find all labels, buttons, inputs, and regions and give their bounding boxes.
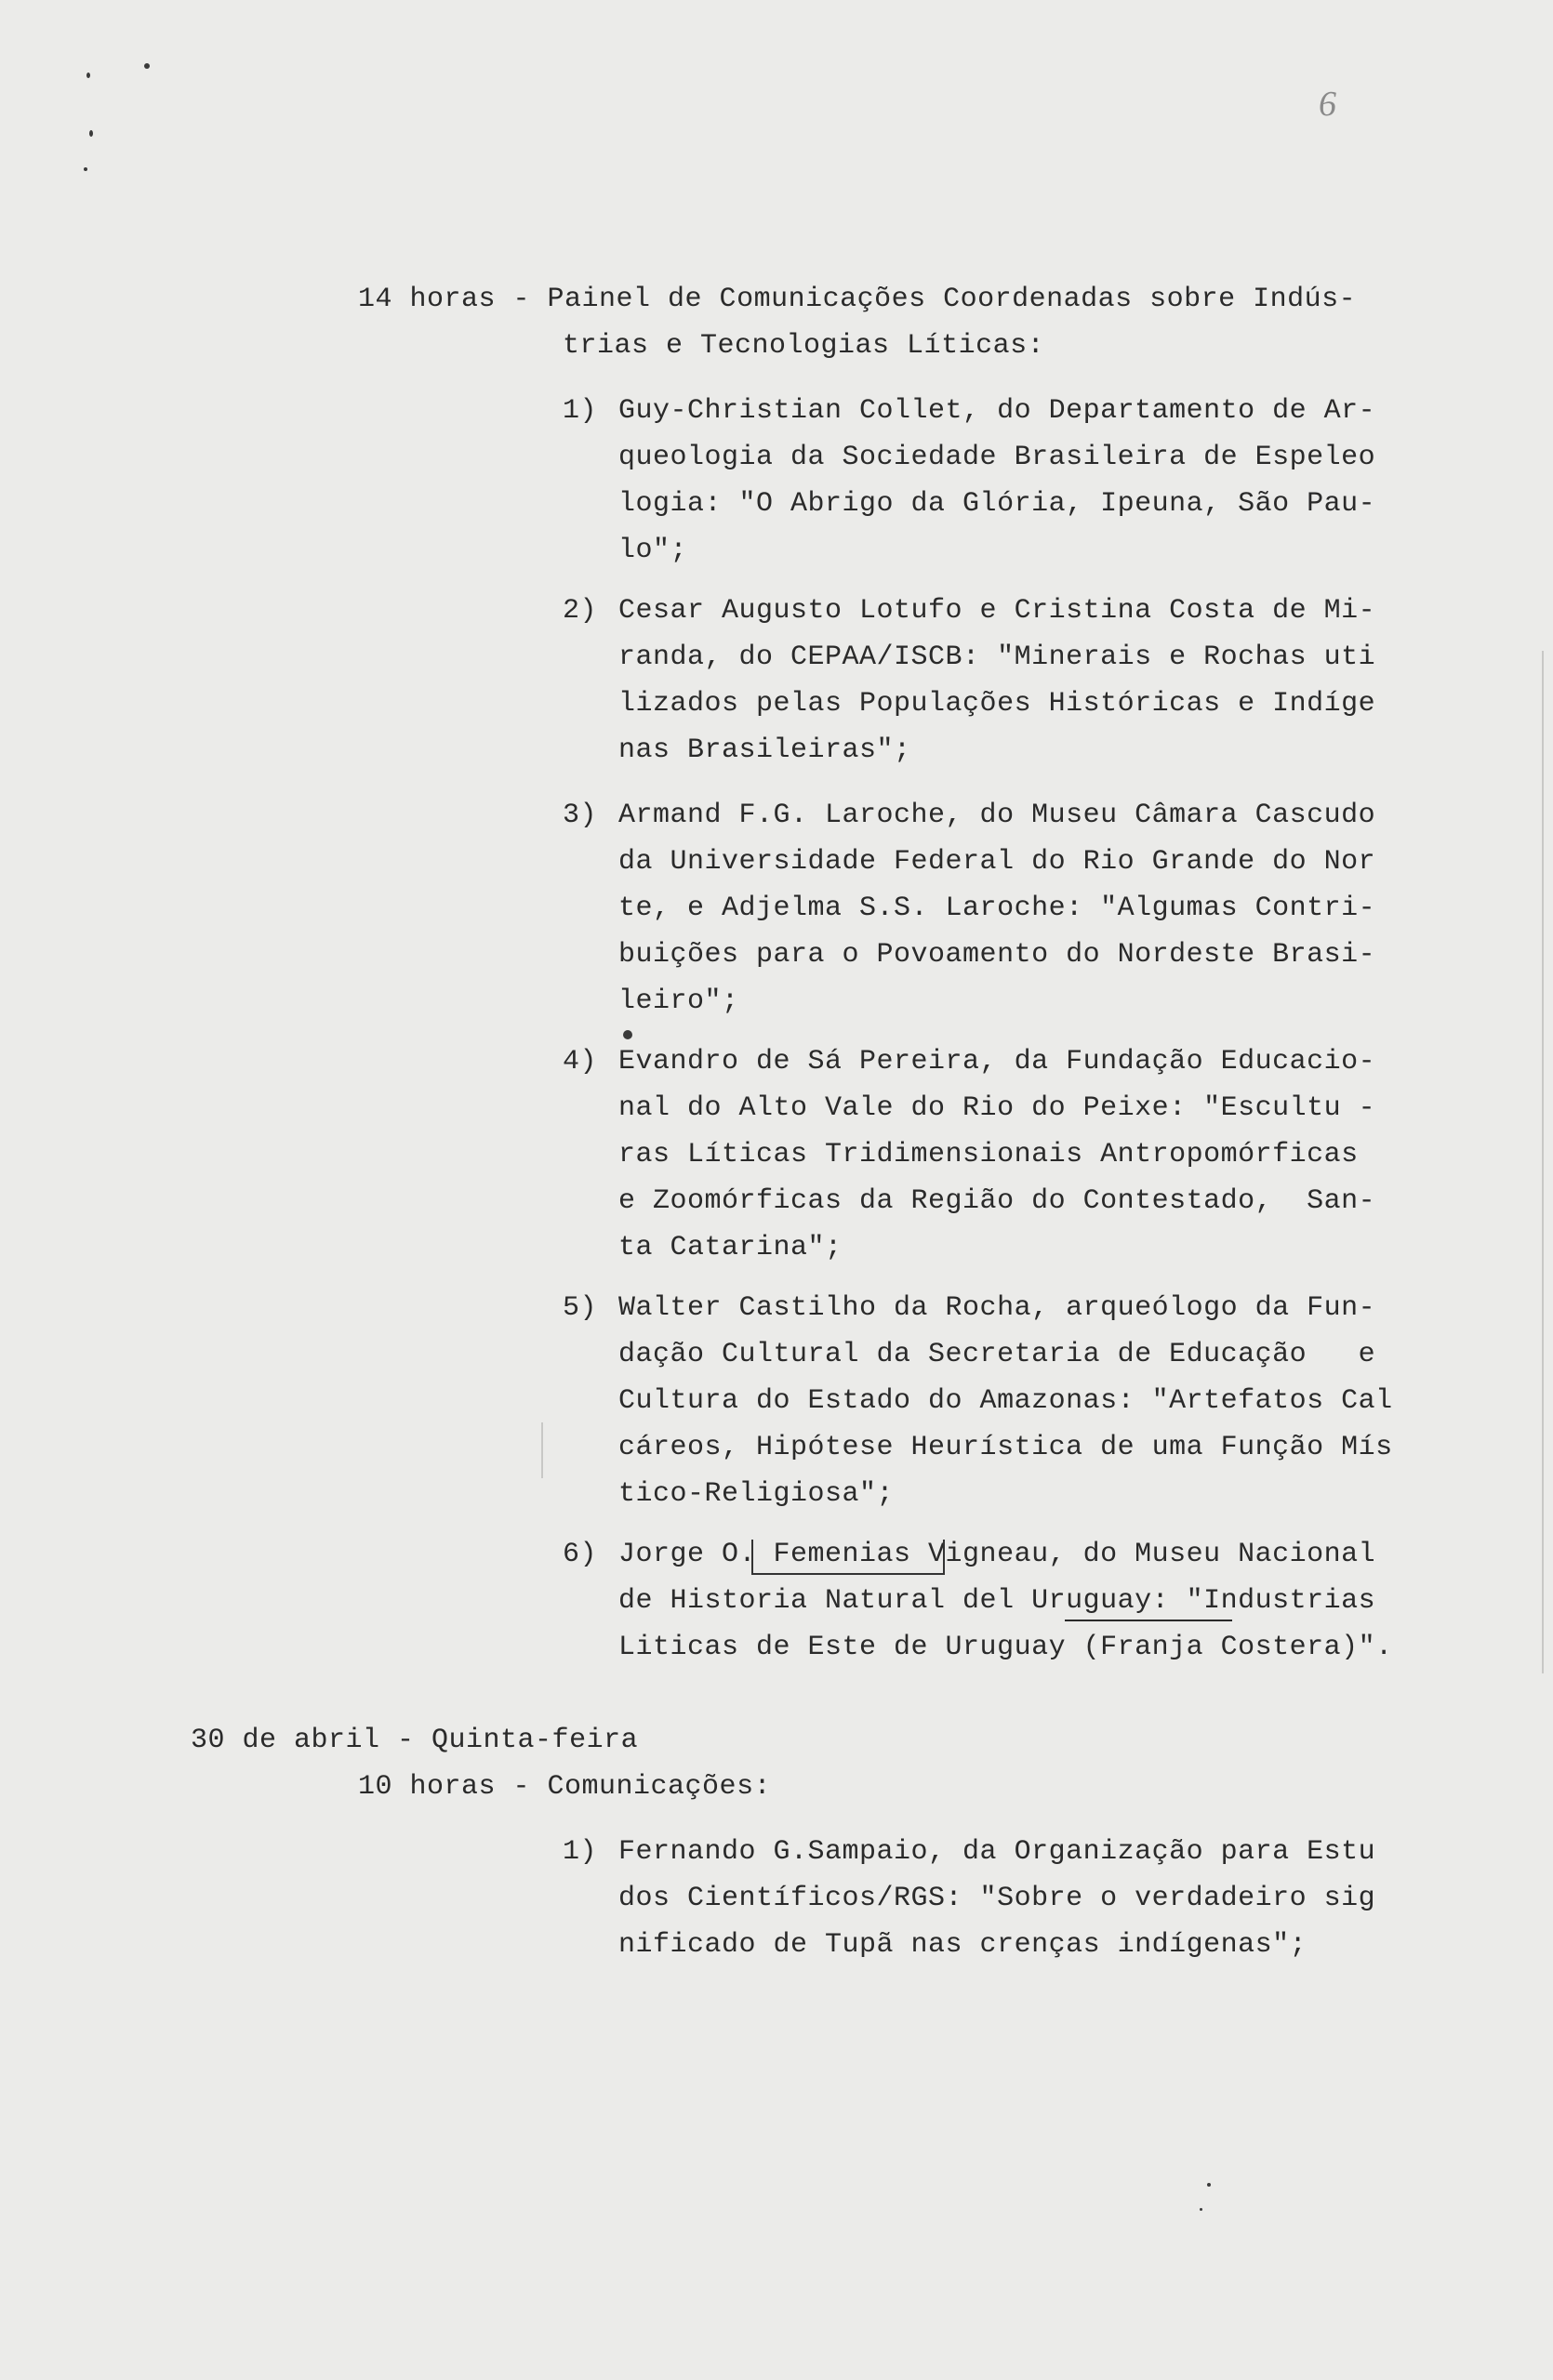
item-line: buições para o Povoamento do Nordeste Brasi- [618,939,1376,971]
speck [84,167,87,171]
item-line: tico-Religiosa"; [618,1478,895,1510]
session-heading: 14 horas - Painel de Comunicações Coordenadas sobre Indús- [358,284,1357,315]
item-line: de Historia Natural del Uruguay: "Industrias [618,1585,1376,1617]
item-line: logia: "O Abrigo da Glória, Ipeuna, São Pau- [618,488,1376,520]
item-line: Armand F.G. Laroche, do Museu Câmara Cascudo [618,800,1376,831]
item-line: Jorge O. Femenias Vigneau, do Museu Nacional [618,1539,1376,1570]
page-edge-mark [541,1422,543,1478]
speck [144,63,150,69]
handwritten-bracket-mark [751,1540,945,1575]
item-line: nal do Alto Vale do Rio do Peixe: "Escultu - [618,1092,1376,1124]
item-line: te, e Adjelma S.S. Laroche: "Algumas Contri- [618,892,1376,924]
item-line: Fernando G.Sampaio, da Organização para Estu [618,1836,1376,1868]
item-line: lizados pelas Populações Históricas e Indíge [618,688,1376,720]
item-line: e Zoomórficas da Região do Contestado, San- [618,1185,1376,1217]
item-number: 4) [563,1046,598,1078]
item-line: Guy-Christian Collet, do Departamento de Ar- [618,395,1376,427]
date-heading: 30 de abril - Quinta-feira [191,1725,639,1756]
item-line: ras Líticas Tridimensionais Antropomórficas [618,1139,1359,1170]
session-heading: 10 horas - Comunicações: [358,1771,772,1803]
item-line: dos Científicos/RGS: "Sobre o verdadeiro sig [618,1883,1376,1914]
item-number: 5) [563,1292,598,1324]
item-number: 6) [563,1539,598,1570]
item-line: lo"; [618,535,688,566]
item-line: nas Brasileiras"; [618,734,911,766]
item-line: Liticas de Este de Uruguay (Franja Costera)". [618,1632,1393,1663]
item-number: 2) [563,595,598,627]
item-line: Evandro de Sá Pereira, da Fundação Educacio- [618,1046,1376,1078]
page-number: 6 [1319,85,1336,124]
item-line: randa, do CEPAA/ISCB: "Minerais e Rochas uti [618,641,1376,673]
speck [86,73,90,78]
item-line: queologia da Sociedade Brasileira de Espeleo [618,442,1376,473]
speck [1207,2183,1211,2187]
item-line: Walter Castilho da Rocha, arqueólogo da Fun- [618,1292,1376,1324]
handwritten-underline [1065,1620,1232,1621]
speck [89,130,93,137]
item-number: 1) [563,395,598,427]
item-number: 1) [563,1836,598,1868]
item-line: Cesar Augusto Lotufo e Cristina Costa de Mi- [618,595,1376,627]
session-heading-cont: trias e Tecnologias Líticas: [563,330,1045,362]
item-line: da Universidade Federal do Rio Grande do Nor [618,846,1376,878]
item-line: nificado de Tupã nas crenças indígenas"; [618,1929,1307,1961]
item-line: ta Catarina"; [618,1232,843,1263]
item-line: dação Cultural da Secretaria de Educação e [618,1339,1376,1370]
page-edge-mark [1542,651,1544,1673]
item-line: leiro"; [618,985,739,1017]
speck [1200,2208,1202,2211]
item-number: 3) [563,800,598,831]
item-line: cáreos, Hipótese Heurística de uma Função Mís [618,1432,1393,1463]
item-line: Cultura do Estado do Amazonas: "Artefatos Cal [618,1385,1393,1417]
